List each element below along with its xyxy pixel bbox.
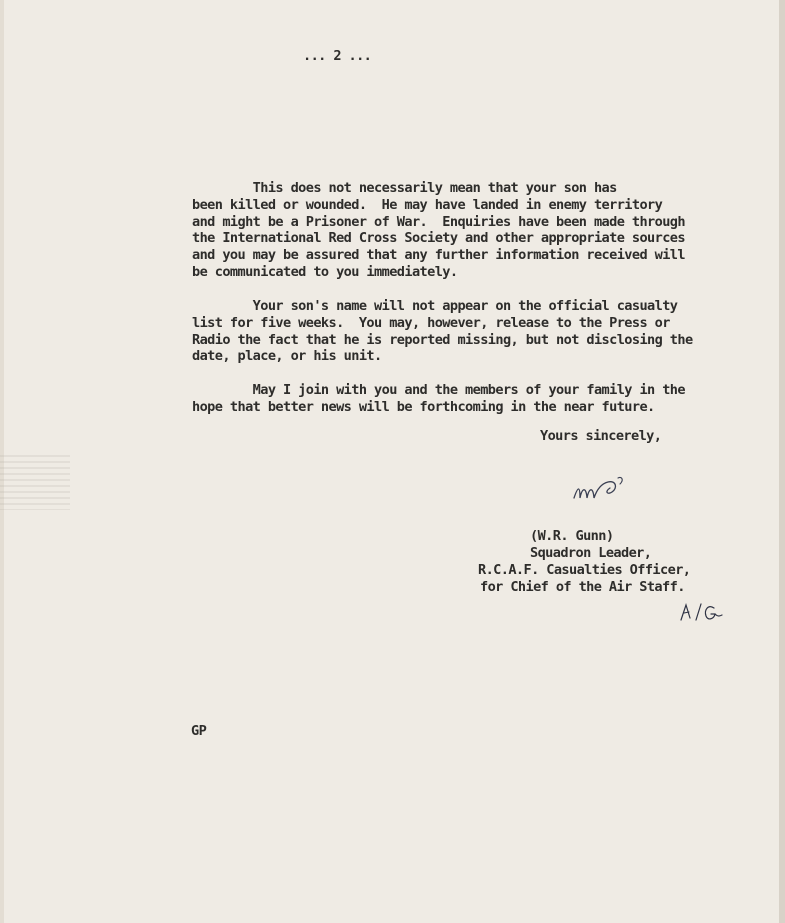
paragraph-line: Radio the fact that he is reported missing, but not disclosing the xyxy=(192,331,693,348)
page-right-edge xyxy=(779,0,785,923)
paper-smudge xyxy=(0,455,70,510)
paragraph-line: This does not necessarily mean that your son has xyxy=(192,180,617,196)
paragraph-line: Your son's name will not appear on the official casualty xyxy=(192,298,678,314)
paragraph-line: list for five weeks. You may, however, release to the Press or xyxy=(192,314,670,331)
paragraph-line: date, place, or his unit. xyxy=(192,348,382,365)
signature-mark xyxy=(570,468,630,508)
reference-initials: GP xyxy=(191,723,207,739)
signer-name: (W.R. Gunn) xyxy=(530,528,614,544)
paragraph-line: May I join with you and the members of your family in the xyxy=(192,382,685,398)
signer-position: R.C.A.F. Casualties Officer, xyxy=(478,562,691,578)
page-number: ... 2 ... xyxy=(303,48,372,64)
paragraph-3 xyxy=(192,382,742,416)
paragraph-line: and you may be assured that any further information received will xyxy=(192,247,685,264)
paragraph-line: be communicated to you immediately. xyxy=(192,263,458,280)
signer-rank: Squadron Leader, xyxy=(530,545,652,561)
paragraph-1 xyxy=(192,180,742,281)
paragraph-2 xyxy=(192,298,742,365)
paragraph-line: been killed or wounded. He may have landed in enemy territory xyxy=(192,196,663,213)
signature-block xyxy=(478,528,690,596)
handwritten-annotation xyxy=(678,600,724,624)
paragraph-line: and might be a Prisoner of War. Enquiries have been made through xyxy=(192,213,685,230)
closing-salutation: Yours sincerely, xyxy=(540,428,662,444)
paragraph-line: the International Red Cross Society and other appropriate sources xyxy=(192,230,685,247)
paragraph-line: hope that better news will be forthcoming in the near future. xyxy=(192,398,655,415)
signer-on-behalf: for Chief of the Air Staff. xyxy=(480,579,685,595)
